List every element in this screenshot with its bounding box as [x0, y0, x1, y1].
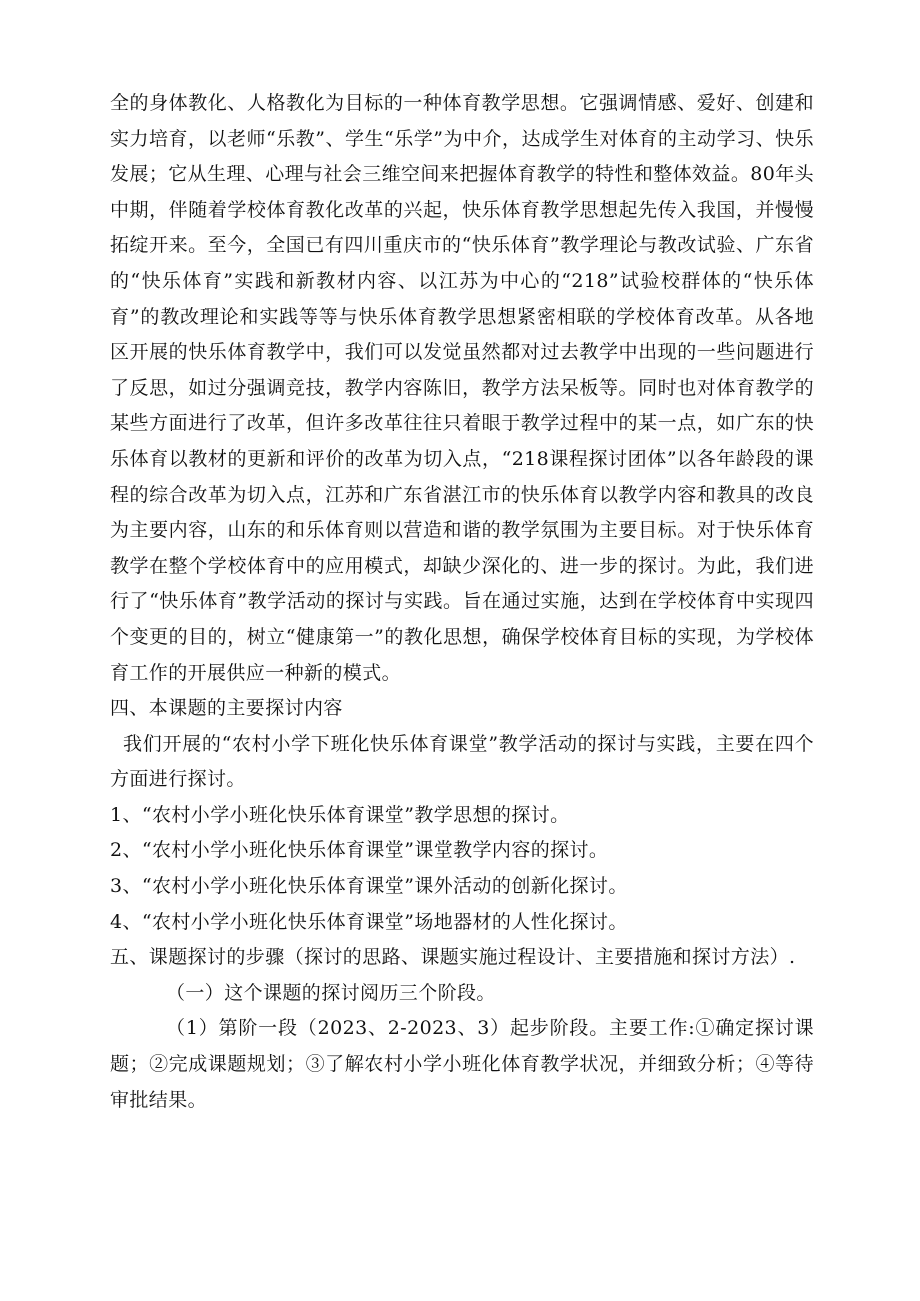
list-item: 4、“农村小学小班化快乐体育课堂”场地器材的人性化探讨。 [110, 910, 628, 933]
section-four-heading: 四、本课题的主要探讨内容 [110, 697, 343, 720]
section-four-intro: 我们开展的“农村小学下班化快乐体育课堂”教学活动的探讨与实践，主要在四个方面进行探讨。 [110, 732, 814, 791]
stage-one-paragraph: （1）第阶一段（2023、2-2023、3）起步阶段。主要工作:①确定探讨课题；②完成课题规划；③了解农村小学小班化体育教学状况，并细致分析；④等待审批结果。 [110, 1017, 814, 1111]
document-page [110, 86, 814, 1118]
list-item: 3、“农村小学小班化快乐体育课堂”课外活动的创新化探讨。 [110, 875, 628, 898]
stages-heading: （一）这个课题的探讨阅历三个阶段。 [166, 981, 496, 1004]
list-item: 1、“农村小学小班化快乐体育课堂”教学思想的探讨。 [110, 803, 570, 826]
section-five-heading: 五、课题探讨的步骤（探讨的思路、课题实施过程设计、主要措施和探讨方法）. [110, 946, 796, 969]
list-item: 2、“农村小学小班化快乐体育课堂”课堂教学内容的探讨。 [110, 839, 609, 862]
intro-paragraph: 全的身体教化、人格教化为目标的一种体育教学思想。它强调情感、爱好、创建和实力培育，以老师“乐教”、学生“乐学”为中介，达成学生对体育的主动学习、快乐发展；它从生理、心理与社会三维空间来把握体育教学的特性和整体效益。80年头中期，伴随着学校体育教化改革的兴起，快乐体育教学思想起先传入我国，并慢慢拓绽开来。至今，全国已有四川重庆市的“快乐体育”教学理论与教改试验、广东省的“快乐体育”实践和新教材内容、以江苏为中心的“218”试验校群体的“快乐体育”的教改理论和实践等等与快乐体育教学思想紧密相联的学校体育改革。从各地区开展的快乐体育教学中，我们可以发觉虽然都对过去教学中出现的一些问题进行了反思，如过分强调竞技，教学内容陈旧，教学方法呆板等。同时也对体育教学的某些方面进行了改革，但许多改革往往只着眼于教学过程中的某一点，如广东的快乐体育以教材的更新和评价的改革为切入点，“218课程探讨团体”以各年龄段的课程的综合改革为切入点，江苏和广东省湛江市的快乐体育以教学内容和教具的改良为主要内容，山东的和乐体育则以营造和谐的教学氛围为主要目标。对于快乐体育教学在整个学校体育中的应用模式，却缺少深化的、进一步的探讨。为此，我们进行了“快乐体育”教学活动的探讨与实践。旨在通过实施，达到在学校体育中实现四个变更的目的，树立“健康第一”的教化思想，确保学校体育目标的实现，为学校体育工作的开展供应一种新的模式。 [110, 92, 814, 684]
